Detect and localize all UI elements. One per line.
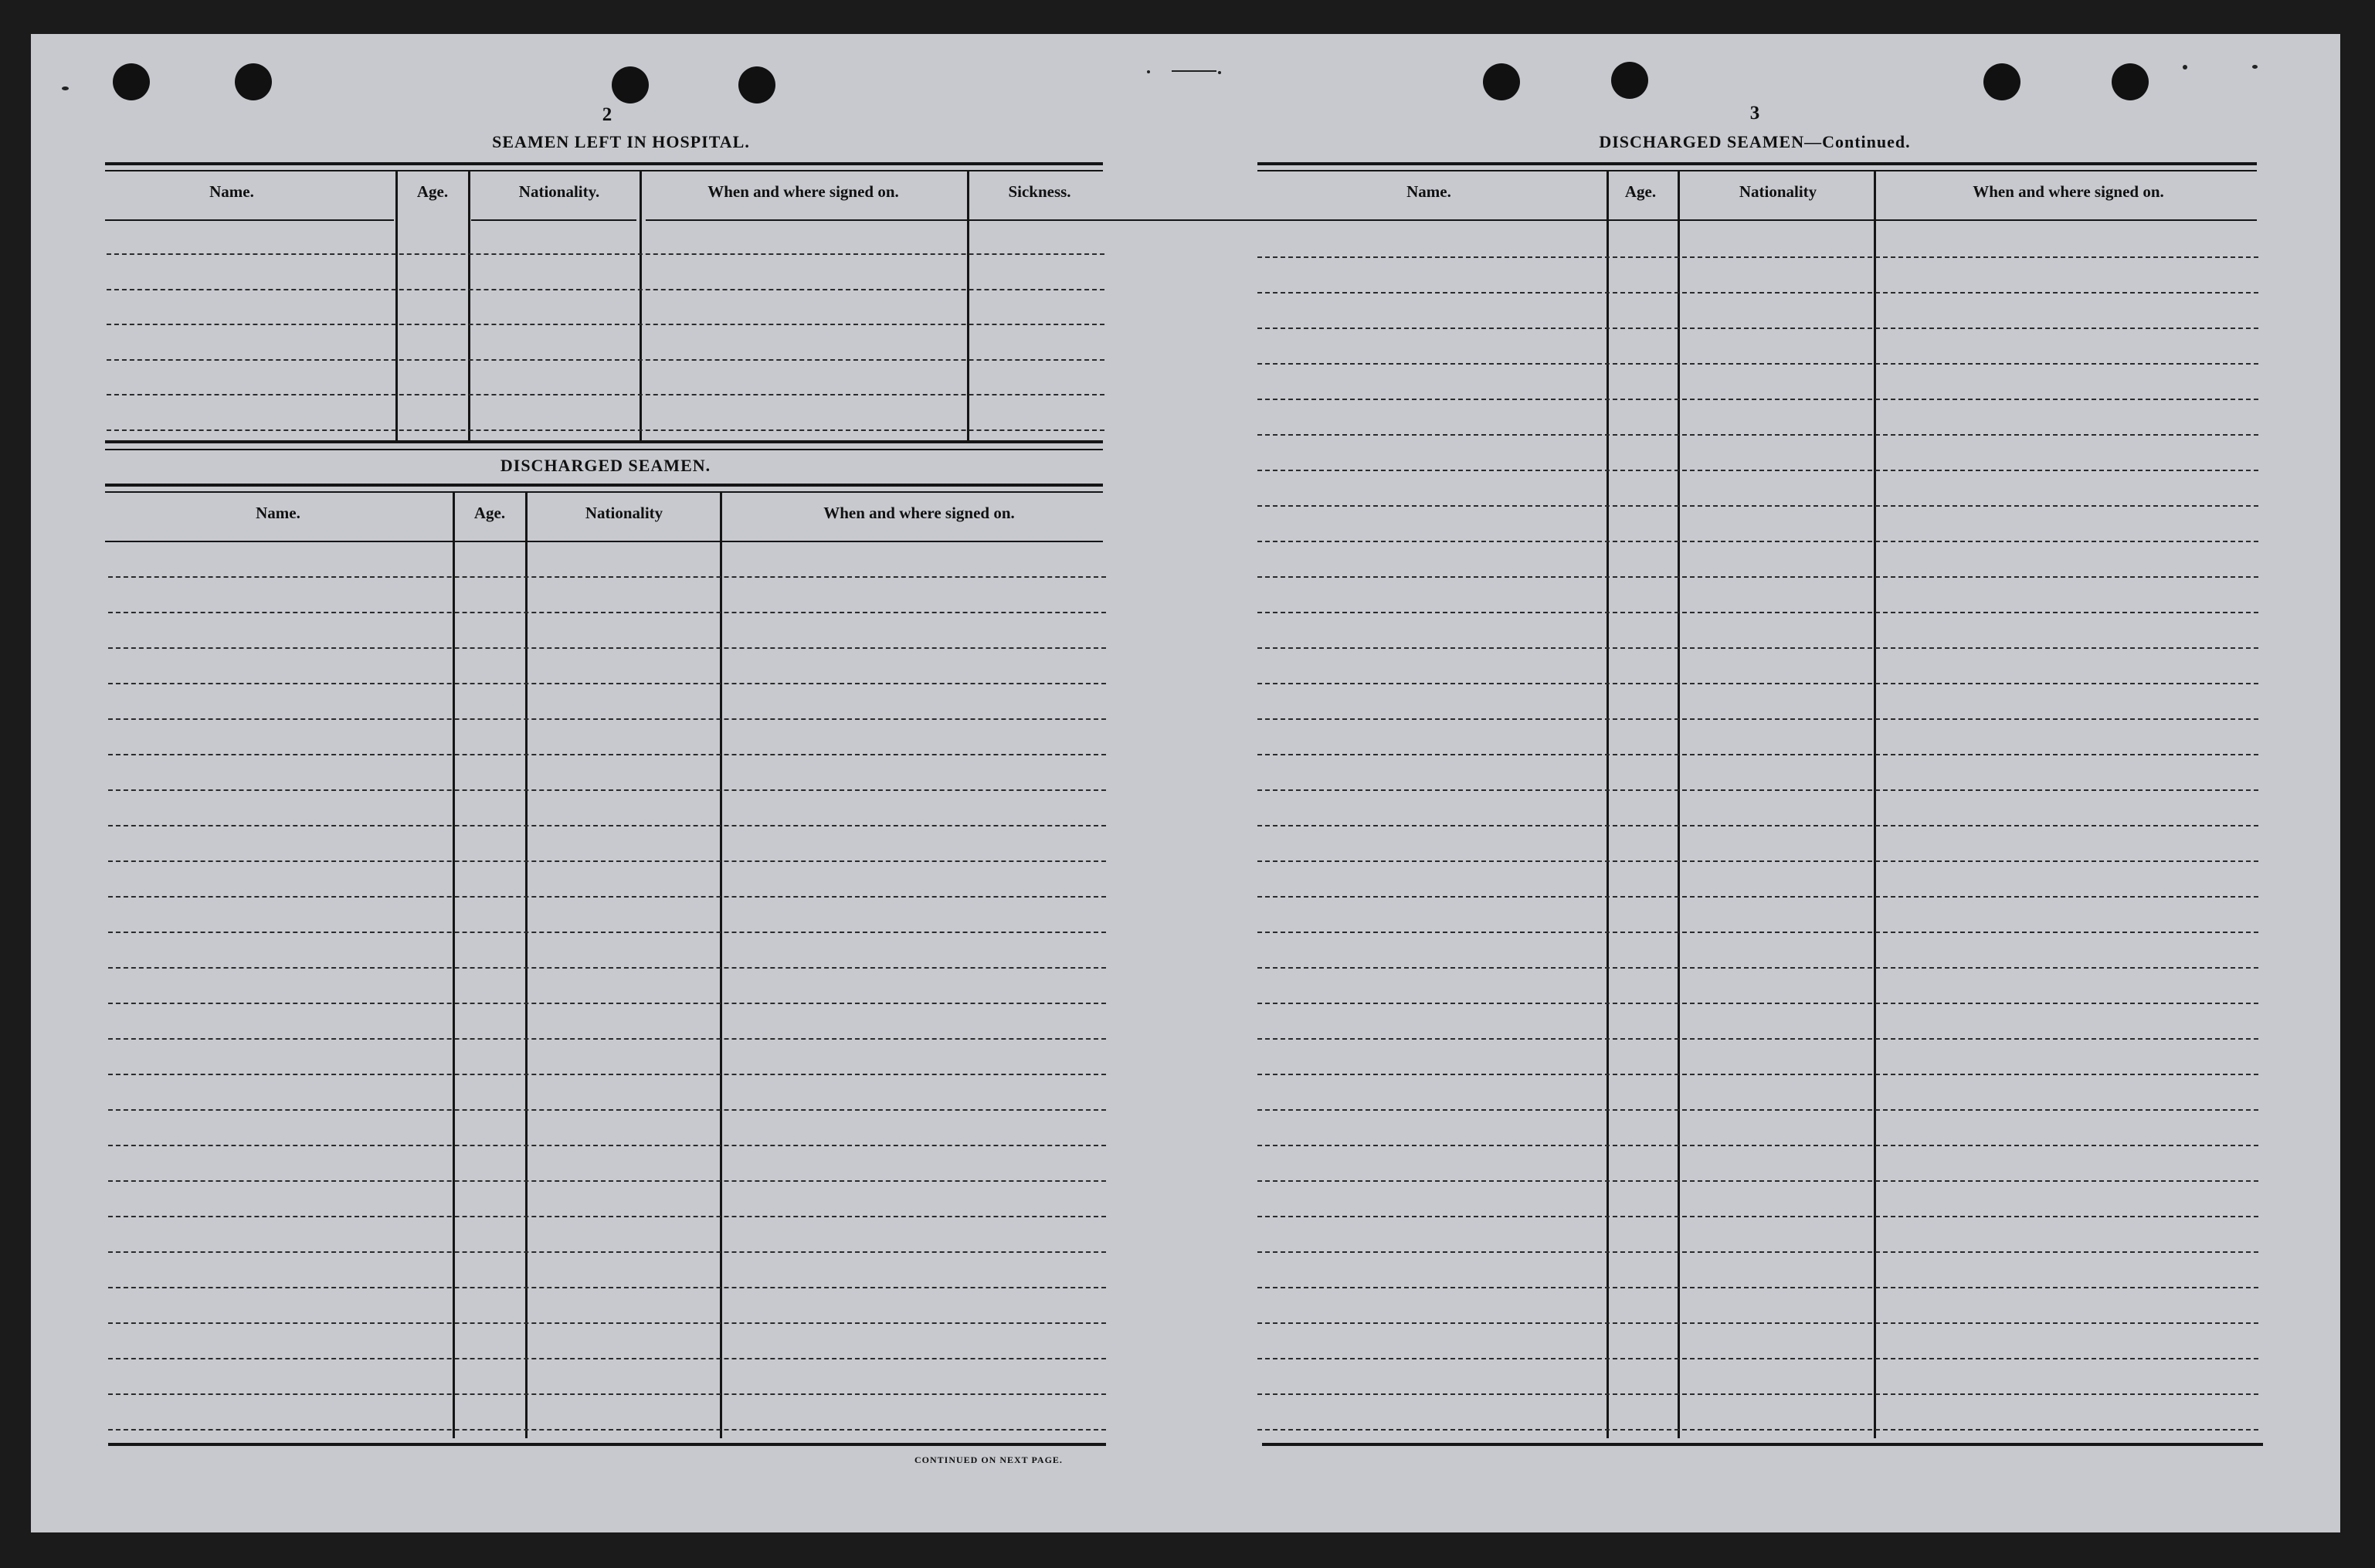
discharged-continued-entry-row [1257, 1251, 2258, 1253]
discharged-entry-row [108, 683, 1106, 684]
hospital-entry-row [107, 253, 1104, 255]
discharged-continued-entry-row [1257, 470, 2258, 471]
hospital-entry-row [107, 359, 1104, 361]
discharged-continued-entry-row [1257, 1074, 2258, 1075]
discharged-column-divider [453, 493, 455, 1438]
punch-hole [235, 63, 272, 100]
discharged-continued-entry-row [1257, 896, 2258, 898]
rule [105, 449, 1103, 450]
hospital-column-divider [640, 171, 642, 440]
page-number-right: 3 [1749, 103, 1760, 124]
discharged-continued-entry-row [1257, 1216, 2258, 1217]
discharged-continued-entry-row [1257, 541, 2258, 542]
discharged-continued-entry-row [1257, 683, 2258, 684]
header-underline [105, 541, 1103, 542]
hospital-entry-row [107, 394, 1104, 395]
discharged-continued-entry-row [1257, 612, 2258, 613]
discharged-continued-entry-row [1257, 363, 2258, 365]
discharged-continued-entry-row [1257, 860, 2258, 862]
header-underline [471, 219, 636, 221]
discharged-entry-row [108, 860, 1106, 862]
discharged-entry-row [108, 1251, 1106, 1253]
discharged-continued-entry-row [1257, 1393, 2258, 1395]
discharged-entry-row [108, 718, 1106, 720]
paper-speck [1218, 71, 1221, 74]
paper-speck [1147, 70, 1150, 73]
discharged-continued-entry-row [1257, 576, 2258, 578]
rule [105, 162, 1103, 165]
discharged-continued-column-divider [1607, 171, 1609, 1438]
discharged-col-header-3: When and where signed on. [823, 504, 1015, 522]
header-underline [1257, 219, 2257, 221]
paper-speck [62, 87, 69, 90]
discharged-column-divider [525, 493, 528, 1438]
discharged-continued-title: DISCHARGED SEAMEN—Continued. [1599, 132, 1911, 151]
paper-speck [2252, 65, 2258, 69]
discharged-col-header-0: Name. [256, 504, 300, 522]
discharged-entry-row [108, 1393, 1106, 1395]
continued-note: CONTINUED ON NEXT PAGE. [914, 1454, 1063, 1465]
punch-hole [738, 66, 775, 104]
discharged-continued-entry-row [1257, 1145, 2258, 1146]
discharged-continued-col-header-1: Age. [1624, 182, 1657, 201]
rule [1257, 170, 2257, 171]
hospital-col-header-4: Sickness. [1008, 182, 1071, 201]
discharged-entry-row [108, 1322, 1106, 1324]
discharged-continued-entry-row [1257, 1358, 2258, 1359]
discharged-continued-entry-row [1257, 1003, 2258, 1004]
discharged-continued-entry-row [1257, 1429, 2258, 1431]
discharged-entry-row [108, 647, 1106, 649]
discharged-column-divider [720, 493, 722, 1438]
discharged-entry-row [108, 612, 1106, 613]
discharged-section-title: DISCHARGED SEAMEN. [500, 456, 711, 475]
discharged-col-header-1: Age. [473, 504, 506, 522]
hospital-col-header-1: Age. [416, 182, 449, 201]
discharged-continued-entry-row [1257, 434, 2258, 436]
discharged-continued-entry-row [1257, 1180, 2258, 1182]
discharged-entry-row [108, 1145, 1106, 1146]
rule [105, 491, 1103, 493]
discharged-continued-entry-row [1257, 399, 2258, 400]
punch-hole [1611, 62, 1648, 99]
discharged-continued-entry-row [1257, 754, 2258, 755]
discharged-entry-row [108, 1429, 1106, 1431]
discharged-entry-row [108, 1358, 1106, 1359]
discharged-continued-entry-row [1257, 718, 2258, 720]
paper-speck [1172, 70, 1216, 72]
discharged-entry-row [108, 825, 1106, 826]
discharged-continued-col-header-0: Name. [1406, 182, 1451, 201]
page-number-left: 2 [602, 104, 612, 125]
discharged-continued-entry-row [1257, 505, 2258, 507]
hospital-entry-row [107, 289, 1104, 290]
header-underline [105, 219, 394, 221]
discharged-continued-entry-row [1257, 789, 2258, 791]
discharged-entry-row [108, 1287, 1106, 1288]
hospital-column-divider [395, 171, 398, 440]
rule [105, 170, 1103, 171]
rule [105, 484, 1103, 487]
discharged-continued-entry-row [1257, 328, 2258, 329]
discharged-entry-row [108, 576, 1106, 578]
discharged-continued-entry-row [1257, 1322, 2258, 1324]
discharged-entry-row [108, 789, 1106, 791]
discharged-continued-column-divider [1678, 171, 1680, 1438]
discharged-entry-row [108, 896, 1106, 898]
punch-hole [2112, 63, 2149, 100]
discharged-continued-column-divider [1874, 171, 1876, 1438]
hospital-entry-row [107, 429, 1104, 431]
rule [105, 440, 1103, 443]
rule [1262, 1443, 2263, 1446]
discharged-entry-row [108, 754, 1106, 755]
discharged-continued-entry-row [1257, 647, 2258, 649]
discharged-continued-entry-row [1257, 932, 2258, 933]
discharged-continued-entry-row [1257, 967, 2258, 969]
discharged-col-header-2: Nationality [585, 504, 663, 522]
discharged-entry-row [108, 967, 1106, 969]
discharged-entry-row [108, 1180, 1106, 1182]
discharged-continued-col-header-3: When and where signed on. [1973, 182, 2164, 201]
punch-hole [1483, 63, 1520, 100]
discharged-continued-entry-row [1257, 1038, 2258, 1040]
hospital-entry-row [107, 324, 1104, 325]
discharged-entry-row [108, 1038, 1106, 1040]
punch-hole [612, 66, 649, 104]
discharged-continued-entry-row [1257, 1109, 2258, 1111]
discharged-entry-row [108, 932, 1106, 933]
paper-speck [2183, 65, 2187, 70]
hospital-column-divider [967, 171, 969, 440]
hospital-column-divider [468, 171, 470, 440]
discharged-continued-entry-row [1257, 825, 2258, 826]
hospital-col-header-3: When and where signed on. [707, 182, 899, 201]
punch-hole [1983, 63, 2020, 100]
hospital-col-header-2: Nationality. [518, 182, 600, 201]
hospital-col-header-0: Name. [209, 182, 254, 201]
discharged-entry-row [108, 1109, 1106, 1111]
rule [1257, 162, 2257, 165]
hospital-section-title: SEAMEN LEFT IN HOSPITAL. [492, 132, 750, 151]
discharged-continued-col-header-2: Nationality [1739, 182, 1817, 201]
discharged-entry-row [108, 1074, 1106, 1075]
discharged-continued-entry-row [1257, 1287, 2258, 1288]
punch-hole [113, 63, 150, 100]
discharged-entry-row [108, 1003, 1106, 1004]
discharged-continued-entry-row [1257, 256, 2258, 258]
discharged-entry-row [108, 1216, 1106, 1217]
rule [108, 1443, 1106, 1446]
discharged-continued-entry-row [1257, 292, 2258, 294]
form-sheet [31, 34, 2340, 1532]
